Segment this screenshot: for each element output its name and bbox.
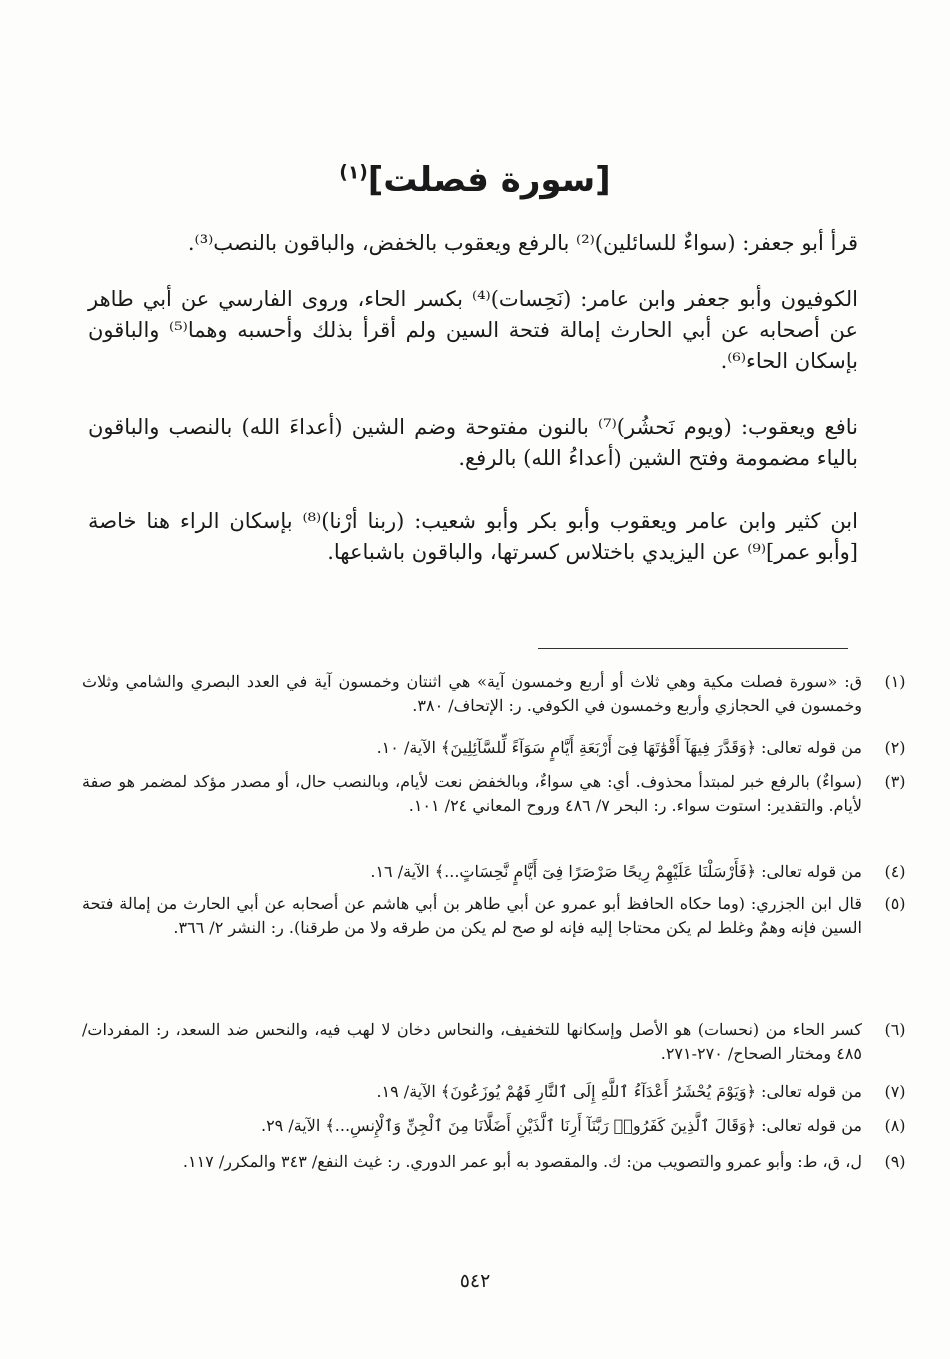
- footnote-number: (٨): [884, 1116, 906, 1135]
- paragraph-3: نافع ويعقوب: (ويوم نَحشُر)⁽⁷⁾ بالنون مفتوحة وضم الشين (أعداءَ الله) بالنصب والباقون بالياء مضمومة وفتح الشين (أعداءُ الله) بالرفع.: [88, 415, 858, 470]
- footnote-text: من قوله تعالى: ﴿وَيَوْمَ يُحْشَرُ أَعْدَآءُ ٱللَّهِ إِلَى ٱلنَّارِ فَهُمْ يُوزَعُونَ﴾ الآية/ ١٩.: [376, 1082, 862, 1101]
- footnote-text: من قوله تعالى: ﴿وَقَالَ ٱلَّذِينَ كَفَرُوا۟ رَبَّنَآ أَرِنَا ٱلَّذَيْنِ أَضَلَّانَا مِنَ ٱلْجِنِّ وَٱلْإِنسِ...﴾ الآية/ ٢٩.: [260, 1116, 862, 1135]
- footnote-text: من قوله تعالى: ﴿وَقَدَّرَ فِيهَآ أَقْوَٰتَهَا فِىٓ أَرْبَعَةِ أَيَّامٍ سَوَآءً لِّلسَّآئِلِينَ﴾ الآية/ ١٠.: [376, 738, 862, 757]
- footnote-number: (٢): [884, 738, 906, 757]
- footnote-number: (٦): [884, 1020, 906, 1039]
- footnote-text: (سواءٌ) بالرفع خبر لمبتدأ محذوف. أي: هي سواءٌ، وبالخفض نعت لأيام، وبالنصب حال، أو مصدر مؤكد لمضمر هو صفة لأيام. والتقدير: استوت سواء. ر: البحر ٧/ ٤٨٦ وروح المعاني ٢٤/ ١٠١.: [82, 772, 862, 815]
- page-number: ٥٤٢: [459, 1270, 491, 1292]
- footnote-5: [82, 892, 906, 940]
- footnote-4: [82, 860, 906, 884]
- footnote-6: [82, 1018, 906, 1066]
- footnote-8: [82, 1114, 906, 1138]
- footnote-9: [82, 1150, 906, 1174]
- footnote-number: (٤): [884, 862, 906, 881]
- paragraph-2: الكوفيون وأبو جعفر وابن عامر: (نَحِسات)⁽⁴⁾ بكسر الحاء، وروى الفارسي عن أبي طاهر عن أصحابه عن أبي الحارث إمالة فتحة السين ولم أقرأ بذلك وأحسبه وهما⁽⁵⁾ والباقون بإسكان الحاء⁽⁶⁾.: [88, 287, 858, 373]
- footnote-number: (٧): [884, 1082, 906, 1101]
- footnote-number: (٥): [884, 894, 906, 913]
- footnote-text: قال ابن الجزري: (وما حكاه الحافظ أبو عمرو عن أبي طاهر بن أبي هاشم عن أصحابه عن أبي الحارث من إمالة فتحة السين فإنه وهمٌ وغلط لم يكن محتاجا إليه فإنه لو صح لم يكن من طرقه ولا من طرقنا). ر: النشر ٢/ ٣٦٦.: [82, 894, 862, 937]
- paragraph-1: قرأ أبو جعفر: (سواءٌ للسائلين)⁽²⁾ بالرفع ويعقوب بالخفض، والباقون بالنصب⁽³⁾.: [187, 231, 858, 255]
- footnote-divider: [538, 648, 848, 649]
- footnote-3: [82, 770, 906, 818]
- paragraph-4: ابن كثير وابن عامر ويعقوب وأبو بكر وأبو شعيب: (ربنا أرْنا)⁽⁸⁾ بإسكان الراء هنا خاصة [وأبو عمر]⁽⁹⁾ عن اليزيدي باختلاس كسرتها، والباقون باشباعها.: [88, 509, 858, 564]
- footnote-text: من قوله تعالى: ﴿فَأَرْسَلْنَا عَلَيْهِمْ رِيحًا صَرْصَرًا فِىٓ أَيَّامٍ نَّحِسَاتٍ...﴾ الآية/ ١٦.: [370, 862, 862, 881]
- footnote-number: (٩): [884, 1152, 906, 1171]
- footnote-1: [82, 670, 906, 718]
- footnote-number: (١): [884, 672, 906, 691]
- title-note-marker: (١): [339, 162, 368, 184]
- surah-title: [0, 160, 950, 200]
- footnote-7: [82, 1080, 906, 1104]
- footnote-text: ل، ق، ط: وأبو عمرو والتصويب من: ك. والمقصود به أبو عمر الدوري. ر: غيث النفع/ ٣٤٣ والمكرر/ ١١٧.: [182, 1152, 862, 1171]
- footnote-text: كسر الحاء من (نحسات) هو الأصل وإسكانها للتخفيف، والنحاس دخان لا لهب فيه، والنحس ضد السعد، ر: المفردات/ ٤٨٥ ومختار الصحاح/ ٢٧٠-٢٧١.: [82, 1020, 862, 1063]
- footnote-number: (٣): [884, 772, 906, 791]
- footnote-text: ق: «سورة فصلت مكية وهي ثلاث أو أربع وخمسون آية» هي اثنتان وخمسون آية في العدد البصري والشامي وثلاث وخمسون في الحجازي وأربع وخمسون في الكوفي. ر: الإتحاف/ ٣٨٠.: [82, 672, 862, 715]
- surah-title-text: [سورة فصلت]: [367, 160, 611, 200]
- footnote-2: [82, 736, 906, 760]
